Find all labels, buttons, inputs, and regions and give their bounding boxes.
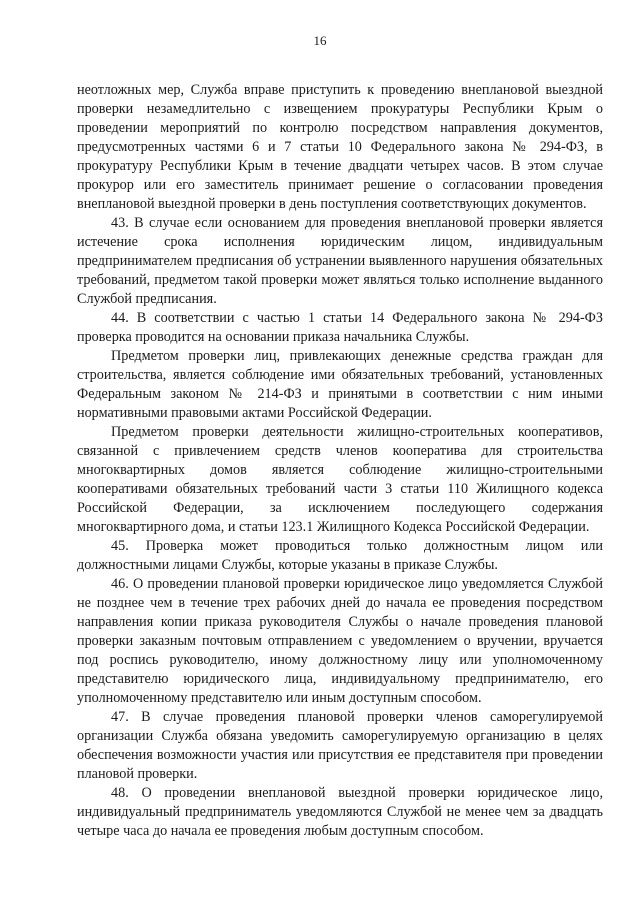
document-body: [77, 81, 603, 841]
paragraph-47: 47. В случае проведения плановой проверки членов саморегулируемой организации Служба обязана уведомить саморегулируемую организацию в целях обеспечения возможности участия или присутствия ее представителя при проведении плановой проверки.: [77, 709, 603, 782]
paragraph-continuation: неотложных мер, Служба вправе приступить к проведению внеплановой выездной проверки незамедлительно с извещением прокуратуры Республики Крым о проведении мероприятий по контролю посредством направления документов, предусмотренных частями 6 и 7 статьи 10 Федерального закона № 294-ФЗ, в прокуратуру Республики Крым в течение двадцати четырех часов. В этом случае прокурор или его заместитель принимает решение о согласовании проведения внеплановой выездной проверки в день поступления соответствующих документов.: [77, 82, 603, 212]
page-number: 16: [313, 33, 327, 48]
paragraph-45: 45. Проверка может проводиться только должностным лицом или должностными лицами Службы, которые указаны в приказе Службы.: [77, 538, 603, 573]
paragraph-43: 43. В случае если основанием для проведения внеплановой проверки является истечение срока исполнения юридическим лицом, индивидуальным предпринимателем предписания об устранении выявленного нарушения обязательных требований, предметом такой проверки может являться только исполнение выданного Службой предписания.: [77, 215, 603, 307]
paragraph-subject-developers: Предметом проверки лиц, привлекающих денежные средства граждан для строительства, является соблюдение ими обязательных требований, установленных Федеральным законом № 214-ФЗ и принятыми в соответствии с ним иными нормативными правовыми актами Российской Федерации.: [77, 348, 603, 421]
paragraph-subject-cooperatives: Предметом проверки деятельности жилищно-строительных кооперативов, связанной с привлечением средств членов кооператива для строительства многоквартирных домов является соблюдение жилищно-строительными кооперативами обязательных требований части 3 статьи 110 Жилищного кодекса Российской Федерации, за исключением последующего содержания многоквартирного дома, и статьи 123.1 Жилищного Кодекса Российской Федерации.: [77, 424, 603, 535]
paragraph-44: 44. В соответствии с частью 1 статьи 14 Федерального закона № 294-ФЗ проверка проводится на основании приказа начальника Службы.: [77, 310, 603, 345]
paragraph-46: 46. О проведении плановой проверки юридическое лицо уведомляется Службой не позднее чем в течение трех рабочих дней до начала ее проведения посредством направления копии приказа руководителя Службы о начале проведения плановой проверки заказным почтовым отправлением с уведомлением о вручении, вручается под роспись руководителю, иному должностному лицу или уполномоченному представителю юридического лица, индивидуальному предпринимателю, его уполномоченному представителю или иным доступным способом.: [77, 576, 603, 706]
paragraph-48: 48. О проведении внеплановой выездной проверки юридическое лицо, индивидуальный предприниматель уведомляются Службой не менее чем за двадцать четыре часа до начала ее проведения любым доступным способом.: [77, 785, 603, 839]
